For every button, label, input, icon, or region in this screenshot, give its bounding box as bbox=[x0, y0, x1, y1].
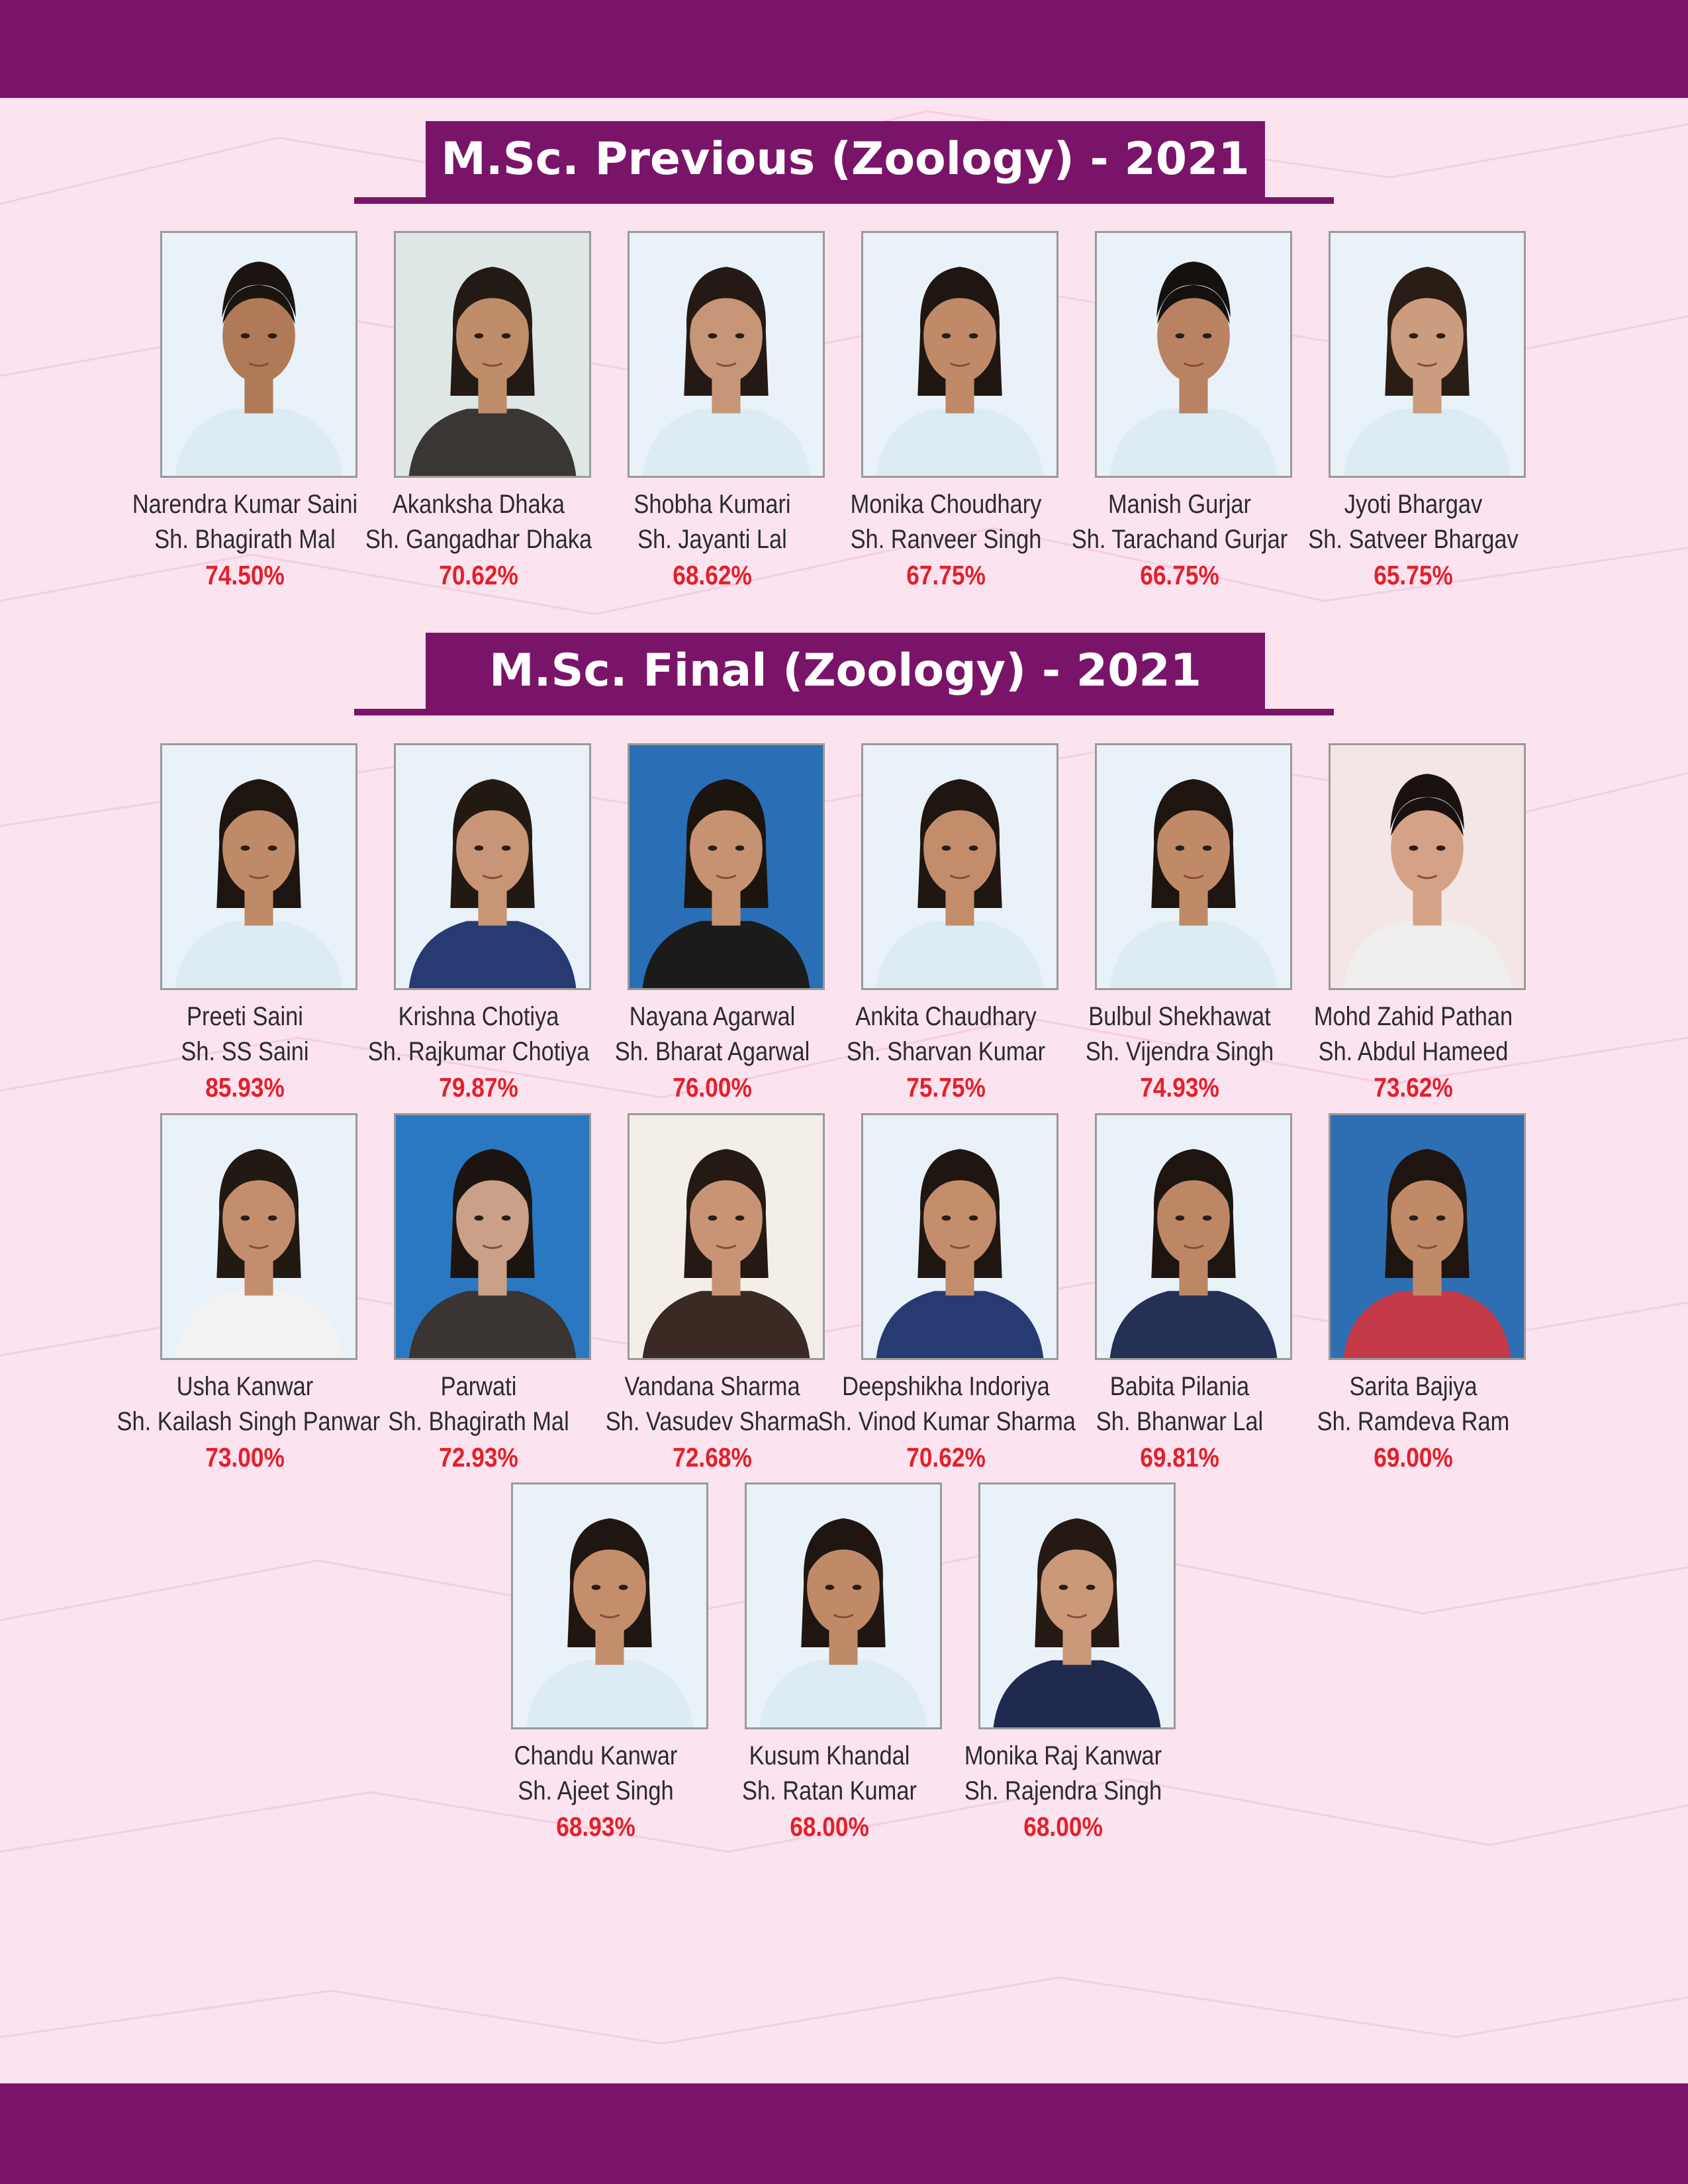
father-name: Sh. Rajkumar Chotiya bbox=[367, 1037, 590, 1066]
student-photo bbox=[394, 231, 591, 478]
student-name: Deepshikha Indoriya bbox=[842, 1372, 1050, 1401]
student-photo bbox=[394, 743, 591, 990]
student-photo bbox=[1095, 1113, 1292, 1360]
student-card bbox=[818, 1113, 1076, 1477]
student-photo bbox=[394, 1113, 591, 1360]
student-card bbox=[1057, 743, 1302, 1107]
father-name: Sh. Bhagirath Mal bbox=[154, 525, 336, 554]
student-card bbox=[473, 1482, 718, 1846]
student-name: Narendra Kumar Saini bbox=[132, 490, 358, 519]
student-photo bbox=[160, 1113, 357, 1360]
student-percentage: 68.00% bbox=[790, 1811, 869, 1842]
student-photo bbox=[628, 231, 825, 478]
section-title: M.Sc. Final (Zoology) - 2021 bbox=[426, 633, 1265, 709]
student-name: Babita Pilania bbox=[1109, 1372, 1250, 1401]
student-photo bbox=[861, 231, 1058, 478]
student-percentage: 69.81% bbox=[1140, 1442, 1219, 1473]
father-name: Sh. Bhanwar Lal bbox=[1096, 1407, 1264, 1436]
student-percentage: 85.93% bbox=[205, 1072, 285, 1103]
student-percentage: 74.50% bbox=[205, 560, 285, 590]
student-percentage: 74.93% bbox=[1140, 1072, 1219, 1103]
heading-rule bbox=[354, 709, 1334, 715]
student-name: Usha Kanwar bbox=[176, 1372, 314, 1401]
student-percentage: 68.62% bbox=[673, 560, 752, 590]
student-name: Monika Raj Kanwar bbox=[964, 1741, 1162, 1770]
student-photo bbox=[861, 743, 1058, 990]
student-photo bbox=[978, 1482, 1176, 1729]
student-percentage: 68.00% bbox=[1023, 1811, 1103, 1842]
father-name: Sh. Bhagirath Mal bbox=[388, 1407, 569, 1436]
student-card bbox=[122, 231, 367, 595]
student-photo bbox=[628, 743, 825, 990]
student-photo bbox=[628, 1113, 825, 1360]
student-card bbox=[590, 743, 835, 1107]
student-name: Kusum Khandal bbox=[749, 1741, 910, 1770]
student-percentage: 73.00% bbox=[205, 1442, 285, 1473]
student-percentage: 72.93% bbox=[439, 1442, 518, 1473]
student-name: Akanksha Dhaka bbox=[392, 490, 565, 519]
student-name: Chandu Kanwar bbox=[514, 1741, 678, 1770]
student-card bbox=[1291, 743, 1536, 1107]
student-name: Nayana Agarwal bbox=[629, 1002, 796, 1031]
student-card bbox=[823, 743, 1068, 1107]
student-percentage: 75.75% bbox=[906, 1072, 986, 1103]
student-name: Preeti Saini bbox=[187, 1002, 303, 1031]
student-percentage: 69.00% bbox=[1374, 1442, 1453, 1473]
father-name: Sh. Ramdeva Ram bbox=[1317, 1407, 1510, 1436]
father-name: Sh. Vijendra Singh bbox=[1085, 1037, 1274, 1066]
student-name: Ankita Chaudhary bbox=[855, 1002, 1037, 1031]
student-card bbox=[356, 231, 601, 595]
student-percentage: 66.75% bbox=[1140, 560, 1219, 590]
student-name: Manish Gurjar bbox=[1107, 490, 1252, 519]
father-name: Sh. Ranveer Singh bbox=[850, 525, 1042, 554]
student-photo bbox=[745, 1482, 942, 1729]
student-name: Parwati bbox=[440, 1372, 517, 1401]
student-card bbox=[1057, 231, 1302, 595]
student-percentage: 72.68% bbox=[673, 1442, 752, 1473]
student-photo bbox=[160, 743, 357, 990]
student-photo bbox=[861, 1113, 1058, 1360]
student-name: Sarita Bajiya bbox=[1349, 1372, 1477, 1401]
father-name: Sh. Abdul Hameed bbox=[1318, 1037, 1509, 1066]
student-photo bbox=[1329, 1113, 1526, 1360]
student-name: Krishna Chotiya bbox=[398, 1002, 559, 1031]
student-percentage: 68.93% bbox=[556, 1811, 635, 1842]
bottom-banner bbox=[0, 2083, 1688, 2184]
student-photo bbox=[1095, 231, 1292, 478]
father-name: Sh. Vinod Kumar Sharma bbox=[818, 1407, 1076, 1436]
student-card bbox=[1057, 1113, 1302, 1477]
student-photo bbox=[1329, 743, 1526, 990]
student-photo bbox=[160, 231, 357, 478]
student-card bbox=[122, 743, 367, 1107]
student-percentage: 76.00% bbox=[673, 1072, 752, 1103]
section-heading-final bbox=[354, 633, 1334, 715]
student-card bbox=[941, 1482, 1186, 1846]
father-name: Sh. Jayanti Lal bbox=[637, 525, 787, 554]
father-name: Sh. Gangadhar Dhaka bbox=[365, 525, 592, 554]
father-name: Sh. Rajendra Singh bbox=[964, 1776, 1162, 1805]
student-card bbox=[356, 743, 601, 1107]
section-heading-previous bbox=[354, 121, 1334, 204]
student-percentage: 65.75% bbox=[1374, 560, 1453, 590]
student-percentage: 73.62% bbox=[1374, 1072, 1453, 1103]
student-card bbox=[356, 1113, 601, 1477]
father-name: Sh. Sharvan Kumar bbox=[846, 1037, 1046, 1066]
student-name: Shobha Kumari bbox=[633, 490, 791, 519]
student-percentage: 79.87% bbox=[439, 1072, 518, 1103]
student-name: Monika Choudhary bbox=[850, 490, 1042, 519]
student-photo bbox=[1095, 743, 1292, 990]
father-name: Sh. SS Saini bbox=[181, 1037, 309, 1066]
student-name: Mohd Zahid Pathan bbox=[1313, 1002, 1513, 1031]
student-percentage: 67.75% bbox=[906, 560, 986, 590]
student-card bbox=[590, 231, 835, 595]
father-name: Sh. Satveer Bhargav bbox=[1308, 525, 1519, 554]
father-name: Sh. Tarachand Gurjar bbox=[1071, 525, 1288, 554]
student-card bbox=[707, 1482, 952, 1846]
father-name: Sh. Ajeet Singh bbox=[518, 1776, 674, 1805]
student-name: Vandana Sharma bbox=[624, 1372, 800, 1401]
student-name: Bulbul Shekhawat bbox=[1088, 1002, 1271, 1031]
father-name: Sh. Vasudev Sharma bbox=[605, 1407, 820, 1436]
father-name: Sh. Ratan Kumar bbox=[742, 1776, 917, 1805]
student-card bbox=[117, 1113, 381, 1477]
father-name: Sh. Bharat Agarwal bbox=[614, 1037, 810, 1066]
student-card bbox=[1291, 231, 1536, 595]
student-photo bbox=[1329, 231, 1526, 478]
student-percentage: 70.62% bbox=[439, 560, 518, 590]
student-card bbox=[590, 1113, 835, 1477]
father-name: Sh. Kailash Singh Panwar bbox=[117, 1407, 381, 1436]
student-card bbox=[823, 231, 1068, 595]
section-title: M.Sc. Previous (Zoology) - 2021 bbox=[426, 121, 1265, 197]
student-name: Jyoti Bhargav bbox=[1344, 490, 1483, 519]
top-banner bbox=[0, 0, 1688, 98]
student-card bbox=[1291, 1113, 1536, 1477]
student-percentage: 70.62% bbox=[906, 1442, 986, 1473]
student-photo bbox=[511, 1482, 708, 1729]
heading-rule bbox=[354, 197, 1334, 204]
